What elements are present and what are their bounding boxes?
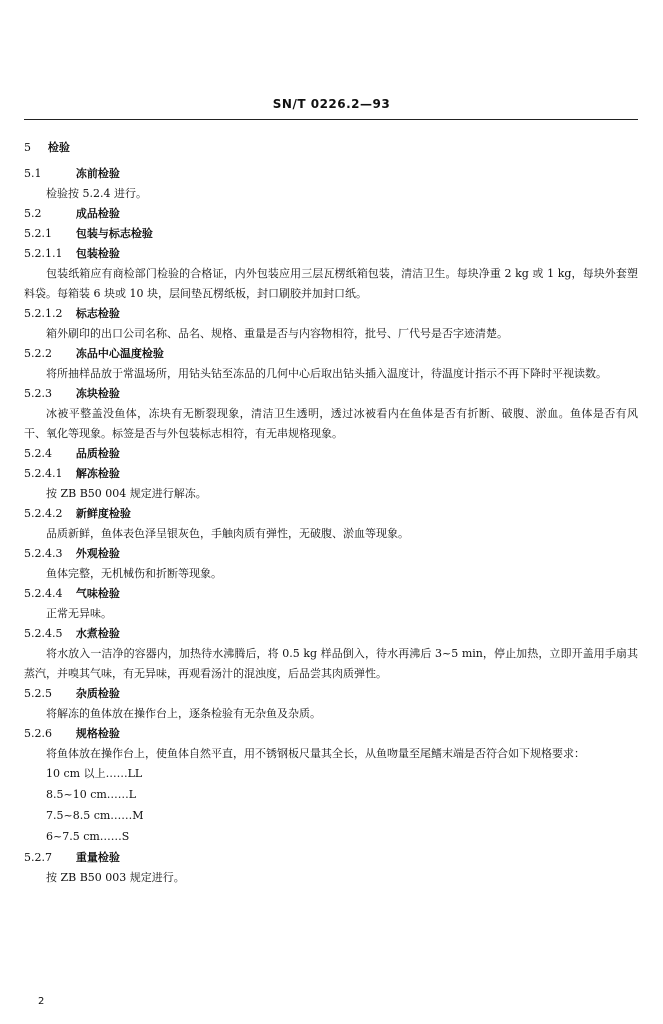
clause-number: 5.2.4.1: [24, 467, 63, 480]
clause-title: 气味检验: [75, 587, 120, 600]
clause-number: 5.2.4.3: [24, 547, 63, 560]
clause-number: 5.2.4.5: [24, 627, 63, 640]
page-number: 2: [38, 996, 45, 1007]
clause-5-2-4-4-text: 正常无异味。: [46, 607, 112, 620]
clause-number: 5.2.4.2: [24, 507, 63, 520]
clause-5-2-4-2-text: 品质新鲜，鱼体表色泽呈银灰色，手触肉质有弹性，无破腹、淤血等现象。: [46, 527, 409, 540]
clause-5-2-4-1-text: 按 ZB B50 004 规定进行解冻。: [46, 487, 207, 500]
clause-title: 外观检验: [75, 547, 120, 560]
clause-number: 5.2.6: [24, 727, 52, 740]
clause-5-2-1-1-text: 包装纸箱应有商检部门检验的合格证，内外包装应用三层瓦楞纸箱包装，清洁卫生。每块净重 2 kg 或 1 kg，每块外套塑料袋。每箱装 6 块或 10 块，层间垫瓦楞纸板，封口刷胶并加封口纸。: [24, 267, 638, 300]
clause-title: 新鲜度检验: [75, 507, 131, 520]
section-title: 检验: [47, 141, 70, 154]
size-grade-ll: 10 cm 以上……LL: [46, 767, 143, 780]
clause-5-2-6-heading: [24, 724, 638, 744]
clause-title: 规格检验: [75, 727, 120, 740]
clause-5-2-1-2-heading: [24, 304, 638, 324]
clause-title: 水煮检验: [75, 627, 120, 640]
clause-5-2-heading: [24, 204, 638, 224]
clause-number: 5.2.1.1: [24, 247, 63, 260]
clause-number: 5.2.5: [24, 687, 52, 700]
clause-number: 5.1: [24, 167, 42, 180]
clause-title: 解冻检验: [75, 467, 120, 480]
clause-5-2-4-5-heading: [24, 624, 638, 644]
clause-title: 冻品中心温度检验: [75, 347, 164, 360]
clause-5-2-5-text: 将解冻的鱼体放在操作台上，逐条检验有无杂鱼及杂质。: [46, 707, 321, 720]
clause-5-2-4-5-text: 将水放入一洁净的容器内，加热待水沸腾后，将 0.5 kg 样品倒入，待水再沸后 3~5 min，停止加热，立即开盖用手扇其蒸汽，并嗅其气味，有无异味，再观看汤汁的混浊度，后品尝其肉质弹性。: [24, 647, 638, 680]
clause-5-2-7-text: 按 ZB B50 003 规定进行。: [46, 871, 185, 884]
clause-number: 5.2.4: [24, 447, 52, 460]
clause-5-2-1-1-heading: [24, 244, 638, 264]
clause-5-2-1-heading: [24, 224, 638, 244]
section-number: 5: [24, 141, 31, 154]
clause-5-2-2-text: 将所抽样品放于常温场所，用钻头钻至冻品的几何中心后取出钻头插入温度计，待温度计指示不再下降时平视读数。: [46, 367, 607, 380]
clause-number: 5.2.1: [24, 227, 52, 240]
clause-5-2-1-2-text: 箱外刷印的出口公司名称、品名、规格、重量是否与内容物相符，批号、厂代号是否字迹清楚。: [46, 327, 508, 340]
size-grade-s: 6~7.5 cm……S: [46, 830, 130, 843]
clause-5-2-4-4-heading: [24, 584, 638, 604]
clause-title: 品质检验: [75, 447, 120, 460]
header-rule: [24, 119, 638, 120]
clause-number: 5.2.4.4: [24, 587, 63, 600]
clause-number: 5.2.3: [24, 387, 52, 400]
size-grade-m: 7.5~8.5 cm……M: [46, 809, 144, 822]
section-5-heading: [24, 138, 638, 158]
size-grade-l: 8.5~10 cm……L: [46, 788, 137, 801]
standard-number: SN/T 0226.2—93: [272, 97, 391, 111]
clause-title: 成品检验: [75, 207, 120, 220]
clause-5-2-7-heading: [24, 848, 638, 868]
clause-5-2-4-3-heading: [24, 544, 638, 564]
clause-number: 5.2.2: [24, 347, 52, 360]
clause-5-2-4-3-text: 鱼体完整，无机械伤和折断等现象。: [46, 567, 222, 580]
document-body: [24, 138, 638, 888]
clause-5-1-heading: [24, 164, 638, 184]
clause-title: 标志检验: [75, 307, 120, 320]
clause-5-2-4-2-heading: [24, 504, 638, 524]
clause-title: 包装与标志检验: [75, 227, 153, 240]
clause-5-2-3-text: 冰被平整盖没鱼体，冻块有无断裂现象，清洁卫生透明，透过冰被看内在鱼体是否有折断、破腹、淤血。鱼体是否有风干、氧化等现象。标签是否与外包装标志相符，有无串规格现象。: [24, 407, 638, 440]
clause-5-1-text: 检验按 5.2.4 进行。: [46, 187, 147, 200]
clause-title: 包装检验: [75, 247, 120, 260]
clause-5-2-2-heading: [24, 344, 638, 364]
clause-5-2-4-heading: [24, 444, 638, 464]
clause-title: 重量检验: [75, 851, 120, 864]
clause-number: 5.2.7: [24, 851, 52, 864]
clause-5-2-6-text: 将鱼体放在操作台上，使鱼体自然平直，用不锈钢板尺量其全长，从鱼吻量至尾鳍末端是否符合如下规格要求：: [46, 747, 585, 760]
clause-title: 杂质检验: [75, 687, 120, 700]
clause-title: 冻块检验: [75, 387, 120, 400]
clause-number: 5.2.1.2: [24, 307, 63, 320]
clause-number: 5.2: [24, 207, 42, 220]
clause-5-2-3-heading: [24, 384, 638, 404]
clause-5-2-5-heading: [24, 684, 638, 704]
clause-5-2-4-1-heading: [24, 464, 638, 484]
clause-title: 冻前检验: [75, 167, 120, 180]
